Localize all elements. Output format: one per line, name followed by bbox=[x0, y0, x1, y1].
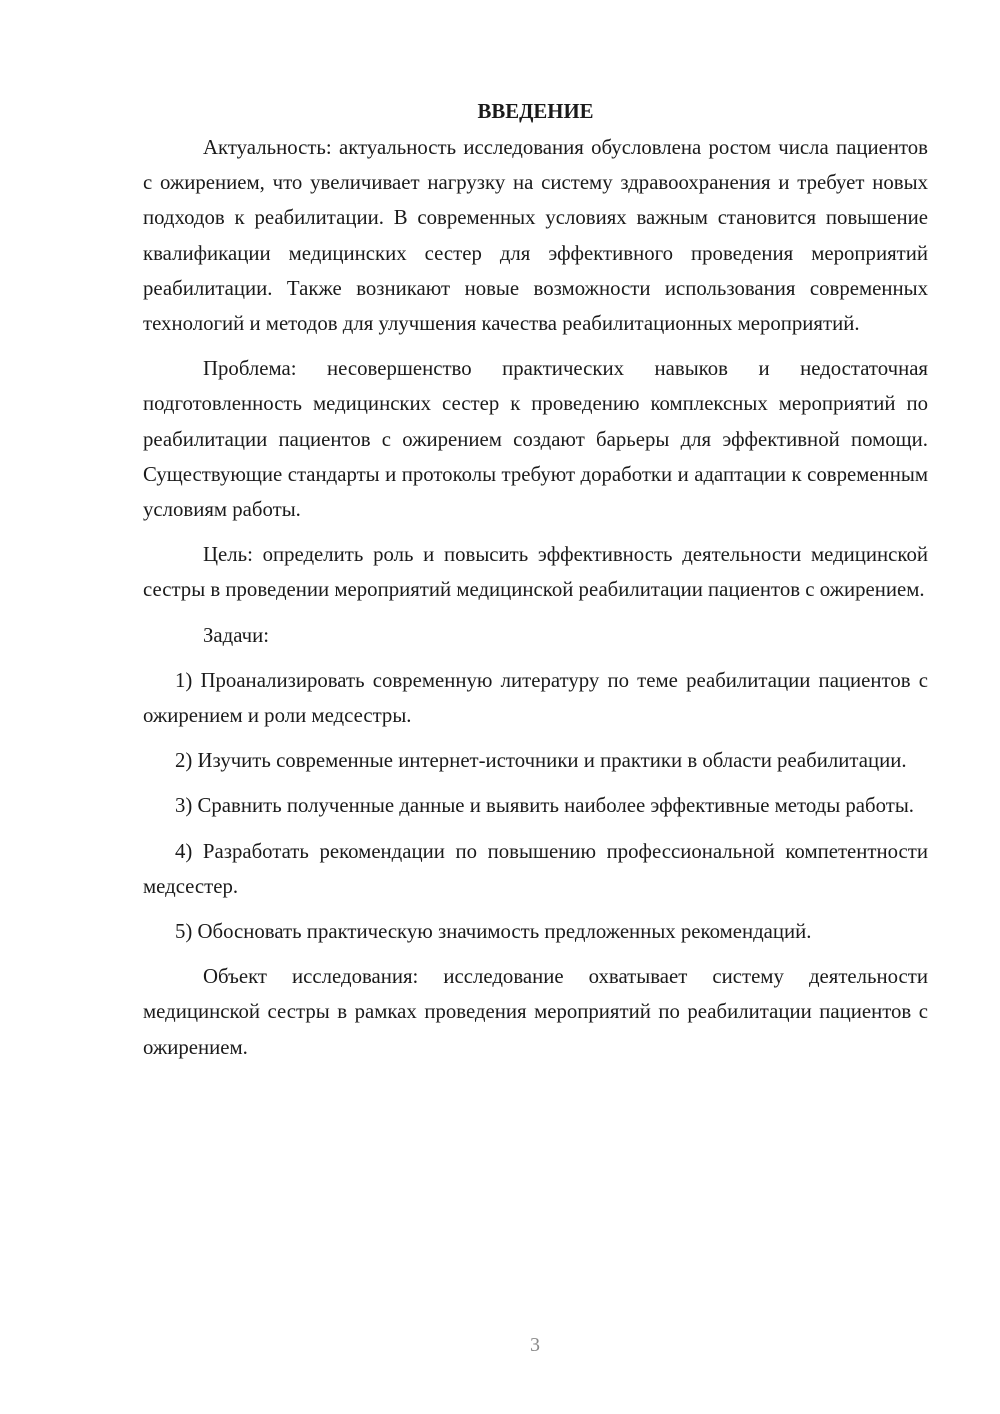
task-item: 5) Обосновать практическую значимость предложенных рекомендаций. bbox=[175, 920, 812, 944]
task-item: 1) Проанализировать современную литературу по теме реабилитации пациентов с ожирением и роли медсестры. bbox=[143, 668, 928, 728]
task-item: 2) Изучить современные интернет-источники и практики в области реабилитации. bbox=[175, 749, 907, 773]
object-paragraph: Объект исследования: исследование охватывает систему деятельности медицинской сестры в рамках проведения мероприятий по реабилитации пациентов с ожирением. bbox=[143, 965, 928, 1059]
section-heading: ВВЕДЕНИЕ bbox=[477, 100, 594, 123]
task-item: 4) Разработать рекомендации по повышению профессиональной компетентности медсестер. bbox=[143, 839, 928, 898]
tasks-label: Задачи: bbox=[203, 623, 269, 647]
page-number: 3 bbox=[530, 1334, 540, 1356]
goal-paragraph: Цель: определить роль и повысить эффективность деятельности медицинской сестры в проведении мероприятий медицинской реабилитации пациентов с ожирением. bbox=[143, 543, 928, 602]
problem-paragraph: Проблема: несовершенство практических навыков и недостаточная подготовленность медицинских сестер к проведению комплексных мероприятий по реабилитации пациентов с ожирением создают барьеры для эффективной помощи. Существующие стандарты и протоколы требуют доработки и адаптации к современным условиям работы. bbox=[143, 357, 928, 522]
tasks-list bbox=[143, 663, 928, 949]
relevance-paragraph: Актуальность: актуальность исследования обусловлена ростом числа пациентов с ожирением, что увеличивает нагрузку на систему здравоохранения и требует новых подходов к реабилитации. В современных условиях важным становится повышение квалификации медицинских сестер для эффективного проведения мероприятий реабилитации. Также возникают новые возможности использования современных технологий и методов для улучшения качества реабилитационных мероприятий. bbox=[143, 136, 928, 336]
document-body bbox=[143, 94, 928, 1065]
task-item: 3) Сравнить полученные данные и выявить наиболее эффективные методы работы. bbox=[175, 794, 914, 818]
